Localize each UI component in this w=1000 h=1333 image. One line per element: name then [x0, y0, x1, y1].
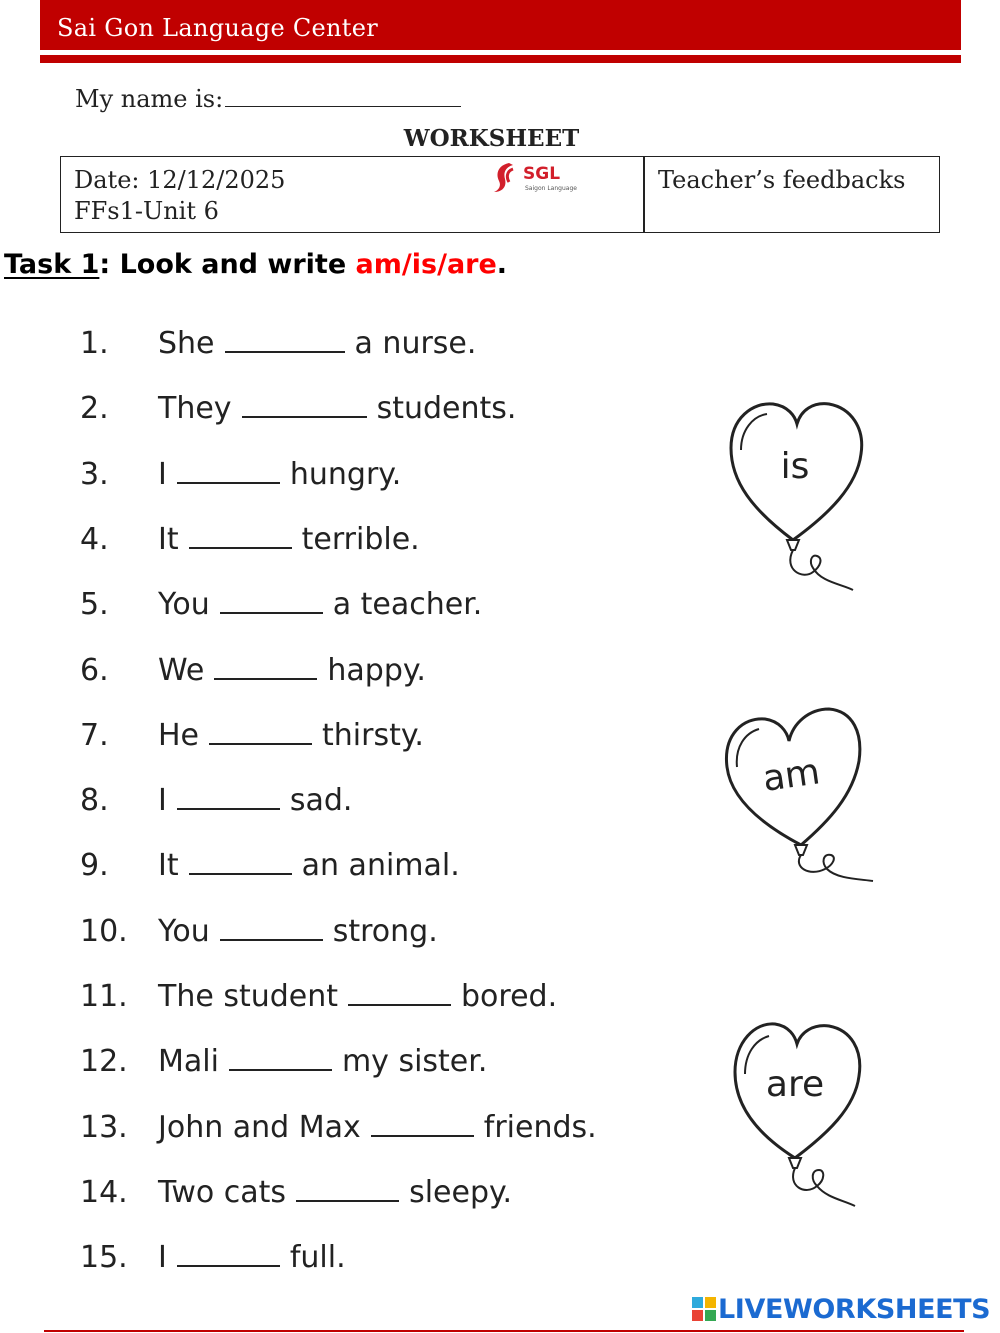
- item-complement: students.: [376, 391, 517, 427]
- liveworksheets-text: LIVEWORKSHEETS: [718, 1294, 991, 1325]
- sgl-logo-text: SGL: [523, 164, 561, 184]
- item-subject: We: [158, 652, 205, 688]
- item-complement: thirsty.: [322, 717, 424, 753]
- answer-blank[interactable]: [220, 911, 323, 941]
- task-instruction: [4, 249, 507, 280]
- item-complement: friends.: [483, 1109, 597, 1145]
- answer-blank[interactable]: [220, 584, 323, 614]
- exercise-item: [80, 845, 460, 885]
- item-complement: sleepy.: [409, 1174, 512, 1210]
- item-subject: You: [158, 913, 210, 949]
- item-number: 3.: [80, 456, 109, 492]
- item-subject: Two cats: [158, 1174, 287, 1210]
- item-subject: I: [158, 1240, 167, 1276]
- item-subject: I: [158, 783, 167, 819]
- item-number: 4.: [80, 521, 109, 557]
- exercise-item: [80, 976, 557, 1016]
- exercise-item: [80, 519, 420, 559]
- item-number: 1.: [80, 326, 109, 361]
- liveworksheets-logo: [692, 1294, 990, 1325]
- name-field[interactable]: [75, 82, 461, 113]
- item-number: 2.: [80, 391, 109, 427]
- item-subject: I: [158, 456, 167, 492]
- answer-blank[interactable]: [209, 715, 312, 745]
- heart-balloon-are: [713, 1010, 883, 1230]
- exercise-item: [80, 1107, 597, 1147]
- heart-balloon-is: [713, 390, 883, 610]
- task-label: Task 1: [4, 249, 100, 280]
- item-number: 8.: [80, 783, 109, 819]
- table-divider: [643, 157, 645, 232]
- answer-blank[interactable]: [177, 454, 280, 484]
- item-subject: He: [158, 717, 200, 753]
- answer-blank[interactable]: [177, 1237, 280, 1267]
- item-number: 12.: [80, 1044, 128, 1080]
- exercise-item: [80, 1237, 346, 1277]
- exercise-item: [80, 1172, 512, 1212]
- worksheet-title: WORKSHEET: [403, 125, 580, 152]
- item-number: 10.: [80, 913, 128, 949]
- heart-balloon-am: [713, 695, 883, 915]
- answer-blank[interactable]: [189, 845, 292, 875]
- task-text: : Look and write: [99, 249, 356, 280]
- item-subject: The student: [158, 979, 339, 1014]
- answer-blank[interactable]: [189, 519, 292, 549]
- worksheet-date: Date: 12/12/2025: [74, 166, 286, 194]
- footer-divider: [44, 1330, 964, 1332]
- item-complement: a nurse.: [354, 326, 477, 361]
- item-number: 6.: [80, 652, 109, 688]
- item-subject: It: [158, 521, 179, 557]
- balloon-am-label: am: [760, 751, 823, 800]
- item-complement: sad.: [289, 783, 353, 819]
- answer-blank[interactable]: [214, 650, 317, 680]
- exercise-item: [80, 911, 438, 951]
- liveworksheets-icon: [692, 1297, 716, 1321]
- item-number: 11.: [80, 979, 128, 1014]
- name-prompt: My name is:: [75, 85, 224, 113]
- task-period: .: [496, 249, 508, 280]
- exercise-item: [80, 388, 516, 428]
- answer-blank[interactable]: [348, 976, 451, 1006]
- sgl-logo: [493, 159, 587, 195]
- item-number: 9.: [80, 848, 109, 884]
- worksheet-unit: FFs1-Unit 6: [74, 197, 219, 225]
- answer-blank[interactable]: [296, 1172, 399, 1202]
- item-complement: a teacher.: [332, 587, 483, 623]
- exercise-item: [80, 584, 482, 624]
- task-highlight: am/is/are: [355, 249, 497, 280]
- answer-blank[interactable]: [177, 780, 280, 810]
- answer-blank[interactable]: [229, 1041, 332, 1071]
- item-subject: You: [158, 587, 210, 623]
- balloon-is-label: is: [780, 446, 810, 487]
- item-complement: hungry.: [289, 456, 402, 492]
- sgl-logo-subtext: Saigon Language: [525, 185, 577, 192]
- teacher-feedback-label: Teacher’s feedbacks: [658, 166, 906, 194]
- item-number: 5.: [80, 587, 109, 623]
- item-complement: an animal.: [301, 848, 460, 884]
- answer-blank[interactable]: [371, 1107, 474, 1137]
- answer-blank[interactable]: [242, 388, 367, 418]
- name-blank[interactable]: [225, 82, 461, 107]
- exercise-item: [80, 650, 426, 690]
- item-complement: happy.: [327, 652, 426, 688]
- school-name: Sai Gon Language Center: [57, 14, 379, 42]
- item-number: 15.: [80, 1240, 128, 1276]
- item-subject: It: [158, 848, 179, 884]
- item-complement: full.: [289, 1240, 346, 1276]
- header-divider: [40, 55, 961, 63]
- exercise-item: [80, 1041, 487, 1081]
- item-subject: They: [158, 391, 232, 427]
- item-complement: strong.: [332, 913, 438, 949]
- exercise-item: [80, 454, 401, 494]
- answer-blank[interactable]: [225, 323, 345, 353]
- exercise-item: [80, 323, 476, 363]
- item-number: 13.: [80, 1109, 128, 1145]
- item-subject: John and Max: [158, 1109, 361, 1145]
- item-complement: terrible.: [301, 521, 420, 557]
- exercise-item: [80, 715, 424, 755]
- balloon-are-label: are: [765, 1064, 825, 1105]
- item-number: 7.: [80, 717, 109, 753]
- item-subject: She: [158, 326, 215, 361]
- item-subject: Mali: [158, 1044, 219, 1080]
- info-table: [60, 156, 940, 233]
- item-complement: bored.: [461, 979, 558, 1014]
- item-complement: my sister.: [341, 1044, 488, 1080]
- exercise-item: [80, 780, 352, 820]
- item-number: 14.: [80, 1174, 128, 1210]
